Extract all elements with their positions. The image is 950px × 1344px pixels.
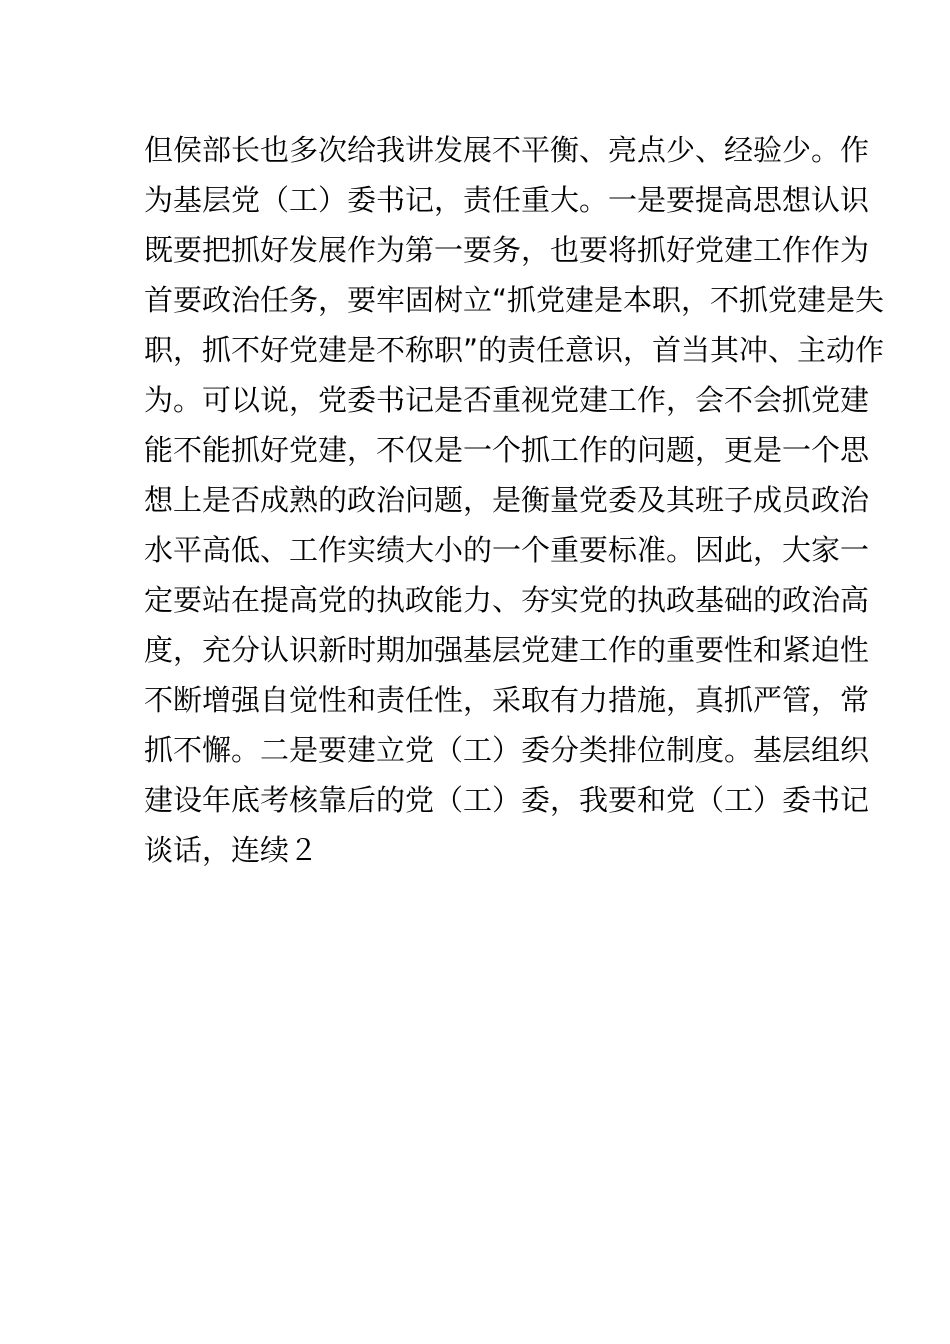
text-line: 但侯部长也多次给我讲发展不平衡、亮点少、经验少。作: [144, 133, 870, 167]
text-line: 定要站在提高党的执政能力、夯实党的执政基础的政治高: [144, 583, 870, 617]
text-line: 谈话，连续２: [144, 833, 319, 867]
text-line: 度，充分认识新时期加强基层党建工作的重要性和紧迫性: [144, 633, 870, 667]
text-line: 首要政治任务，要牢固树立“抓党建是本职，不抓党建是失: [144, 283, 885, 317]
text-line: 能不能抓好党建，不仅是一个抓工作的问题，更是一个思: [144, 433, 870, 467]
text-line: 想上是否成熟的政治问题，是衡量党委及其班子成员政治: [144, 483, 870, 517]
text-line: 水平高低、工作实绩大小的一个重要标准。因此，大家一: [144, 533, 870, 567]
text-line: 抓不懈。二是要建立党（工）委分类排位制度。基层组织: [144, 733, 870, 767]
text-line: 建设年底考核靠后的党（工）委，我要和党（工）委书记: [144, 783, 870, 817]
text-line: 不断增强自觉性和责任性，采取有力措施，真抓严管，常: [144, 683, 870, 717]
text-line: 为。可以说，党委书记是否重视党建工作，会不会抓党建: [144, 383, 870, 417]
text-line: 职，抓不好党建是不称职”的责任意识，首当其冲、主动作: [144, 333, 885, 367]
body-text: [144, 125, 885, 875]
text-line: 既要把抓好发展作为第一要务，也要将抓好党建工作作为: [144, 233, 870, 267]
text-line: 为基层党（工）委书记，责任重大。一是要提高思想认识: [144, 183, 870, 217]
